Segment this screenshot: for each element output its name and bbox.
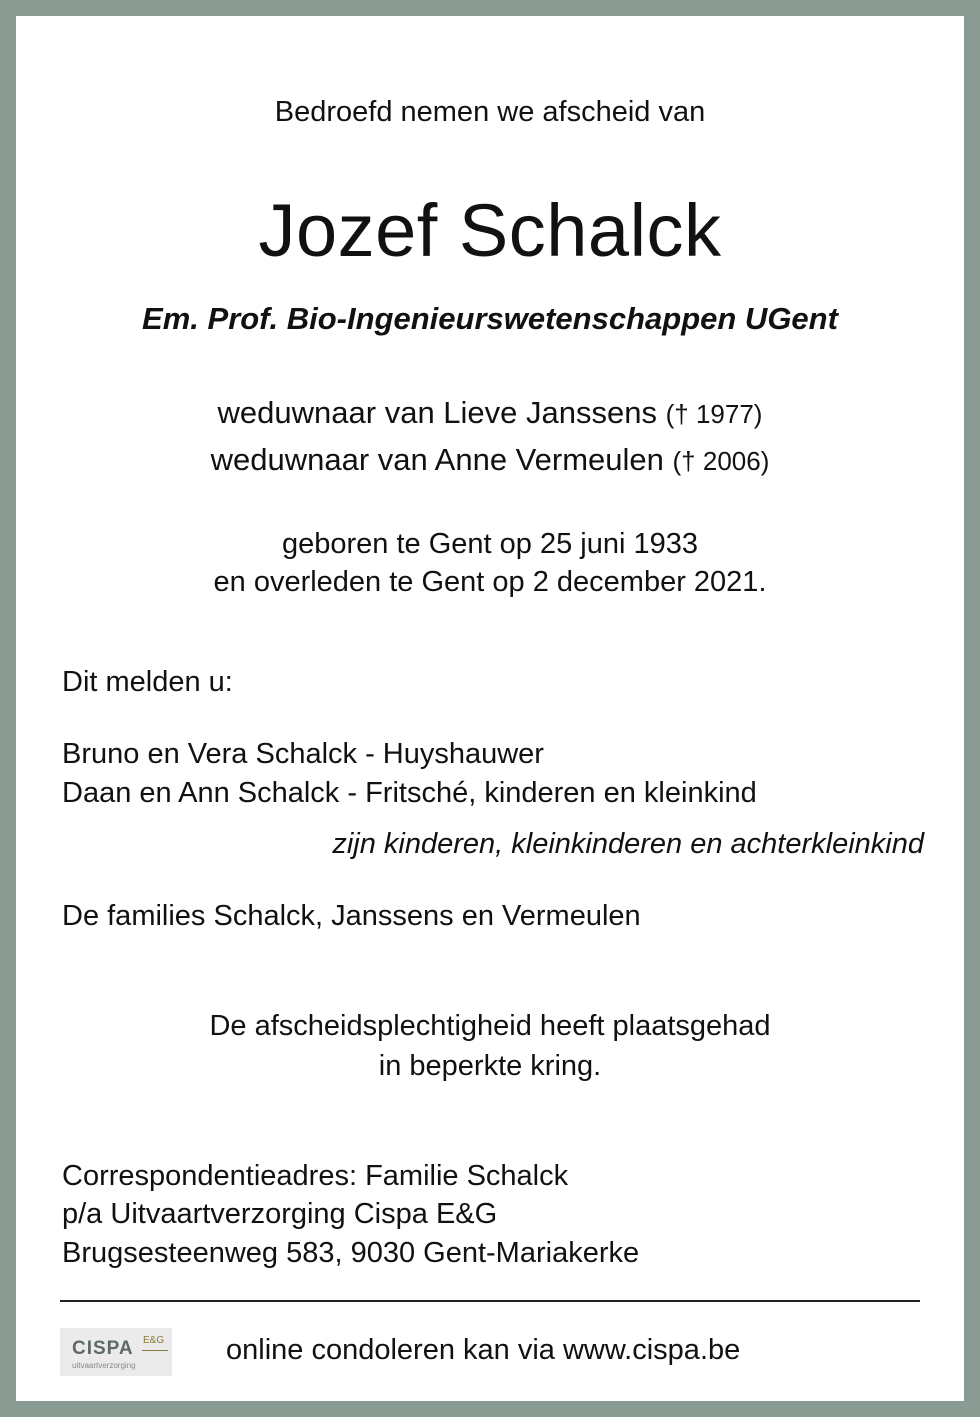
professional-title: Em. Prof. Bio-Ingenieurswetenschappen UGent xyxy=(142,301,838,336)
death-year-note: († 1977) xyxy=(665,399,763,429)
widower-text: weduwnaar van Anne Vermeulen xyxy=(210,442,664,477)
correspondence-line: Brugsesteenweg 583, 9030 Gent-Mariakerke xyxy=(62,1237,640,1269)
deceased-name: Jozef Schalck xyxy=(258,189,722,272)
divider xyxy=(60,1300,920,1302)
death-year-note: († 2006) xyxy=(672,446,770,476)
birth-line: geboren te Gent op 25 juni 1933 xyxy=(282,528,698,560)
announced-by-label: Dit melden u: xyxy=(62,666,233,698)
widower-text: weduwnaar van Lieve Janssens xyxy=(217,395,657,430)
cispa-logo xyxy=(60,1328,172,1376)
correspondence-line: Correspondentieadres: Familie Schalck xyxy=(62,1160,569,1192)
correspondence-line: p/a Uitvaartverzorging Cispa E&G xyxy=(62,1198,498,1230)
logo-suffix: E&G xyxy=(143,1335,165,1346)
death-line: en overleden te Gent op 2 december 2021. xyxy=(213,566,767,598)
widower-line xyxy=(16,442,964,478)
family-line: Daan en Ann Schalck - Fritsché, kinderen en kleinkind xyxy=(62,777,757,809)
family-line: Bruno en Vera Schalck - Huyshauwer xyxy=(62,738,544,770)
ceremony-line: in beperkte kring. xyxy=(378,1050,602,1082)
family-relation: zijn kinderen, kleinkinderen en achterkleinkind xyxy=(332,828,924,860)
families-line: De families Schalck, Janssens en Vermeulen xyxy=(62,900,641,932)
ceremony-line: De afscheidsplechtigheid heeft plaatsgehad xyxy=(209,1010,771,1042)
online-condolence-text: online condoleren kan via www.cispa.be xyxy=(226,1334,741,1366)
widower-line xyxy=(16,395,964,431)
logo-underline xyxy=(142,1350,168,1351)
logo-wordmark: CISPA xyxy=(72,1338,134,1359)
intro-text: Bedroefd nemen we afscheid van xyxy=(274,96,706,128)
logo-subtitle: uitvaartverzorging xyxy=(72,1361,136,1370)
